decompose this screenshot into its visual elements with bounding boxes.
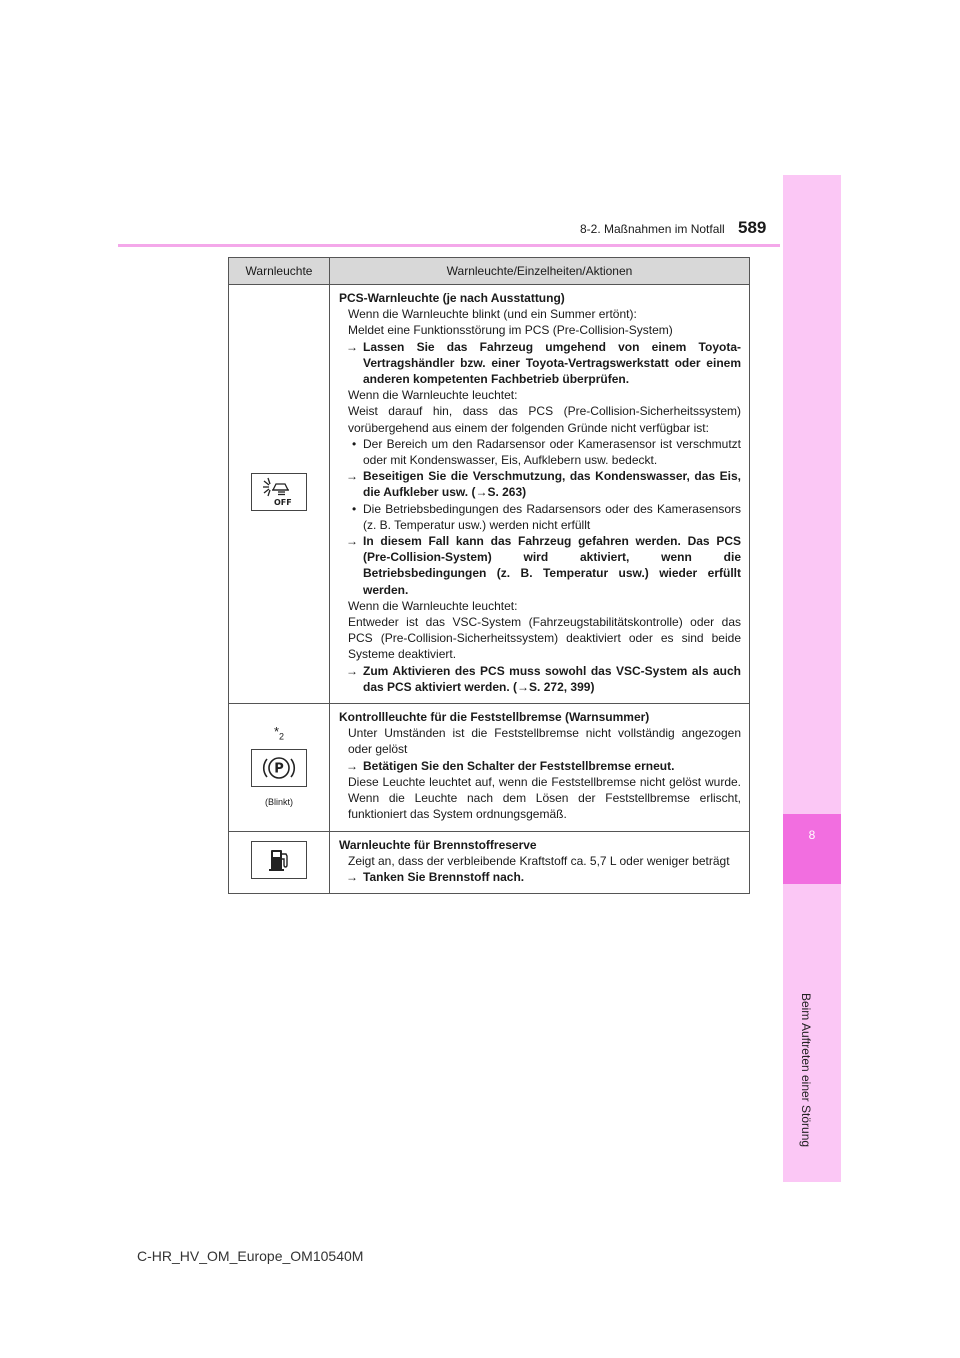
pcs-action bbox=[339, 533, 741, 598]
parking-action bbox=[339, 758, 741, 774]
table-row-parking-brake bbox=[229, 704, 750, 831]
parking-brake-letter: P bbox=[274, 761, 284, 777]
arrow-icon: → bbox=[346, 534, 358, 549]
pcs-action-text: In diesem Fall kann das Fahrzeug gefahren werden. Das PCS (Pre-Collision-System) wird aktiviert, wenn die Betriebsbedingungen (z. B. Temperatur usw.) wieder erfüllt werden. bbox=[363, 534, 741, 597]
pcs-action bbox=[339, 663, 741, 695]
icon-cell-parking-brake bbox=[229, 704, 330, 831]
details-cell-pcs bbox=[330, 285, 750, 704]
parking-title: Kontrollleuchte für die Feststellbremse (Warnsummer) bbox=[339, 710, 650, 725]
pcs-line: Weist darauf hin, dass das PCS (Pre-Collision-Sicherheitssystem) vorübergehend aus einem der folgenden Gründe nicht verfügbar ist: bbox=[348, 404, 741, 435]
pcs-line: Wenn die Warnleuchte blinkt (und ein Summer ertönt): bbox=[348, 307, 637, 322]
arrow-icon: → bbox=[346, 869, 358, 884]
icon-cell-fuel bbox=[229, 831, 330, 894]
fuel-action-text: Tanken Sie Brennstoff nach. bbox=[363, 869, 525, 884]
pcs-title: PCS-Warnleuchte (je nach Ausstattung) bbox=[339, 291, 565, 305]
table-row-fuel bbox=[229, 831, 750, 894]
arrow-icon: → bbox=[346, 758, 358, 773]
arrow-icon: → bbox=[346, 469, 358, 484]
parking-line: Diese Leuchte leuchtet auf, wenn die Feststellbremse nicht gelöst wurde. Wenn die Leuchte nach dem Lösen der Feststellbremse erlischt, funktioniert das System ordnungsgemäß. bbox=[348, 774, 741, 822]
column-header-warnleuchte: Warnleuchte bbox=[229, 258, 330, 285]
pcs-action-text: Beseitigen Sie die Verschmutzung, das Kondenswasser, das Eis, die Aufkleber usw. (→S. 263) bbox=[363, 469, 741, 500]
parking-brake-icon-graphic bbox=[252, 750, 306, 786]
column-header-details: Warnleuchte/Einzelheiten/Aktionen bbox=[330, 258, 750, 285]
header-rule bbox=[118, 244, 780, 247]
chapter-side-tab[interactable] bbox=[783, 175, 841, 1182]
pcs-bullet bbox=[339, 501, 741, 533]
parking-brake-icon bbox=[251, 749, 307, 787]
pcs-line: Wenn die Warnleuchte leuchtet: bbox=[348, 388, 518, 403]
pcs-action bbox=[339, 468, 741, 500]
icon-cell-pcs bbox=[229, 285, 330, 704]
blink-note: (Blinkt) bbox=[264, 797, 293, 808]
arrow-icon: → bbox=[346, 663, 358, 678]
parking-line: Unter Umständen ist die Feststellbremse nicht vollständig angezogen oder gelöst bbox=[348, 726, 741, 757]
footnote-marker bbox=[229, 724, 329, 745]
fuel-pump-icon bbox=[251, 841, 307, 879]
pcs-off-icon-graphic bbox=[252, 474, 306, 510]
pcs-line: Entweder ist das VSC-System (Fahrzeugstabilitätskontrolle) oder das PCS (Pre-Collision-Sicherheitssystem) deaktiviert oder es sind beide Systeme deaktiviert. bbox=[348, 615, 741, 662]
fuel-title: Warnleuchte für Brennstoffreserve bbox=[339, 837, 537, 852]
table-row-pcs bbox=[229, 285, 750, 704]
arrow-icon: → bbox=[346, 339, 358, 354]
details-cell-parking-brake bbox=[330, 704, 750, 831]
pcs-off-icon bbox=[251, 473, 307, 511]
pcs-bullet-text: Der Bereich um den Radarsensor oder Kamerasensor ist verschmutzt oder mit Kondenswasser, Eis, Aufklebern usw. bedeckt. bbox=[363, 436, 741, 468]
chapter-highlight bbox=[783, 814, 841, 884]
pcs-line: Meldet eine Funktionsstörung im PCS (Pre-Collision-System) bbox=[348, 323, 673, 338]
pcs-bullet-text: Die Betriebsbedingungen des Radarsensors oder des Kamerasensors (z. B. Temperatur usw.) werden nicht erfüllt bbox=[363, 501, 741, 532]
pcs-action-text: Lassen Sie das Fahrzeug umgehend von einem Toyota-Vertragshändler bzw. einer Toyota-Vertragswerkstatt oder einem anderen kompetenten Fachbetrieb überprüfen. bbox=[363, 339, 741, 387]
pcs-line: Wenn die Warnleuchte leuchtet: bbox=[348, 598, 518, 613]
bullet-icon: • bbox=[352, 436, 357, 451]
pcs-bullet bbox=[339, 436, 741, 468]
fuel-action bbox=[339, 869, 741, 885]
chapter-number: 8 bbox=[808, 828, 816, 842]
parking-action-text: Betätigen Sie den Schalter der Feststellbremse erneut. bbox=[363, 758, 675, 773]
warning-light-table bbox=[228, 257, 750, 894]
fuel-pump-icon-graphic bbox=[252, 842, 306, 878]
table-header-row bbox=[229, 258, 750, 285]
fuel-line: Zeigt an, dass der verbleibende Kraftstoff ca. 5,7 L oder weniger beträgt bbox=[348, 853, 730, 868]
section-title: 8-2. Maßnahmen im Notfall bbox=[580, 222, 725, 236]
document-code: C-HR_HV_OM_Europe_OM10540M bbox=[137, 1248, 364, 1264]
details-cell-fuel bbox=[330, 831, 750, 894]
star-marker-number: 2 bbox=[279, 731, 285, 742]
page-number: 589 bbox=[738, 218, 767, 237]
pcs-action-text: Zum Aktivieren des PCS muss sowohl das VSC-System als auch das PCS aktiviert werden. (→S. 272, 399) bbox=[363, 663, 741, 694]
bullet-icon: • bbox=[352, 501, 357, 516]
pcs-off-label: OFF bbox=[274, 497, 292, 507]
star-marker: * bbox=[273, 724, 280, 740]
chapter-title: Beim Auftreten einer Störung bbox=[799, 992, 813, 1148]
pcs-action bbox=[339, 339, 741, 388]
